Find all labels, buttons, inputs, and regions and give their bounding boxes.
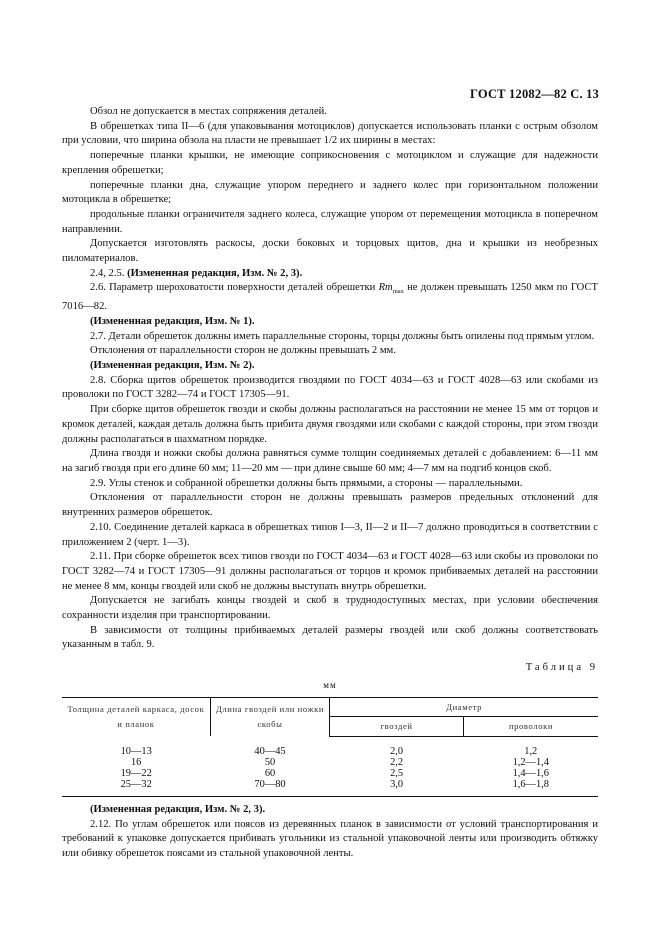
header-nails: гвоздей bbox=[330, 717, 464, 737]
paragraph-text: 2.6. Параметр шероховатости поверхности деталей обрешетки bbox=[90, 282, 379, 294]
table-row bbox=[62, 768, 598, 779]
table-cell: 1,2—1,4 bbox=[512, 756, 549, 768]
header-thickness: Толщина деталей каркаса, досок и планок bbox=[62, 697, 210, 736]
paragraph: 2.7. Детали обрешеток должны иметь параллельные стороны, торцы должны быть опилены под прямым углом. bbox=[90, 330, 595, 342]
table-cell: 2,5 bbox=[390, 767, 404, 779]
paragraph: 2.10. Соединение деталей каркаса в обрешетках типов I—3, II—2 и II—7 должно проводиться в соответствии с приложением 2 (черт. 1—3). bbox=[62, 521, 598, 548]
paragraph: поперечные планки дна, служащие упором переднего и заднего колес при горизонтальном положении мотоцикла в обрешетке; bbox=[62, 179, 598, 206]
page-header: ГОСТ 12082—82 С. 13 bbox=[470, 87, 599, 101]
table-caption: Таблица 9 bbox=[525, 662, 598, 674]
nail-size-table bbox=[62, 697, 598, 797]
header-diameter: Диаметр bbox=[330, 697, 598, 717]
table-row bbox=[62, 736, 598, 757]
table-unit: мм bbox=[323, 679, 337, 690]
table-cell: 50 bbox=[264, 756, 276, 768]
table-cell: 40—45 bbox=[254, 745, 286, 757]
paragraph: продольные планки ограничителя заднего колеса, служащие упором от перемещения мотоцикла в поперечном направлении. bbox=[62, 208, 598, 235]
paragraph: Отклонения от параллельности сторон не должны превышать 2 мм. bbox=[90, 345, 396, 357]
table-cell: 19—22 bbox=[120, 767, 152, 779]
rm-symbol: Rm bbox=[378, 282, 393, 294]
table-row bbox=[62, 779, 598, 797]
rm-subscript: max bbox=[392, 288, 404, 296]
amendment-note: (Измененная редакция, Изм. № 2, 3). bbox=[127, 267, 303, 279]
amendment-note: (Измененная редакция, Изм. № 2). bbox=[90, 360, 255, 372]
paragraph: При сборке щитов обрешеток гвозди и скобы должны располагаться на расстоянии не менее 15 мм от торцов и кромок деталей, каждая деталь должна быть прибита двумя гвоздями или скобами с каждой стороны, при этом гвозди должны располагаться в шахматном порядке. bbox=[62, 404, 598, 445]
table-cell: 25—32 bbox=[62, 779, 210, 797]
paragraph bbox=[62, 267, 598, 282]
paragraph: Обзол не допускается в местах сопряжения деталей. bbox=[90, 106, 327, 117]
table-cell: 10—13 bbox=[120, 745, 152, 757]
paragraph: 2.11. При сборке обрешеток всех типов гвозди по ГОСТ 4034—63 и ГОСТ 4028—63 или скобы из проволоки по ГОСТ 3282—74 и ГОСТ 17305—91 должны располагаться от торцов и кромок прибиваемых деталей на расстоянии не менее 8 мм, концы гвоздей или скоб не должны выступать внутрь обрешетки. bbox=[62, 551, 598, 592]
paragraph: 2.8. Сборка щитов обрешеток производится гвоздями по ГОСТ 4034—63 и ГОСТ 4028—63 или скобами из проволоки по ГОСТ 3282—74 и ГОСТ 17305—91. bbox=[62, 374, 598, 401]
paragraph: 2.12. По углам обрешеток или поясов из деревянных планок в зависимости от условий транспортирования и требований к упаковке допускается прибивать угольники из стальной упаковочной ленты или производить обтяжку или обивку обрешеток поясами из стальной упаковочной ленты. bbox=[62, 818, 598, 860]
header-wire: проволоки bbox=[464, 717, 598, 737]
table-cell: 2,0 bbox=[390, 745, 404, 757]
paragraph: Длина гвоздя и ножки скобы должна равняться сумме толщин соединяемых деталей с добавлением: 6—11 мм на загиб гвоздя при его длине 60 мм; 11—20 мм — при длине свыше 60 мм; 4—7 мм на подгиб концов скоб. bbox=[62, 448, 598, 474]
paragraph: поперечные планки крышки, не имеющие соприкосновения с мотоциклом и служащие для надежности крепления обрешетки; bbox=[62, 150, 598, 176]
header-length: Длина гвоздей или ножки скобы bbox=[210, 697, 329, 736]
paragraph-text: не должен превышать 1250 мкм по ГОСТ 7016—82. bbox=[62, 282, 599, 313]
paragraph: Допускается изготовлять раскосы, доски боковых и торцовых щитов, дна и крышки из необрезных пиломатериалов. bbox=[62, 238, 598, 265]
clause-number: 2.4, 2.5. bbox=[90, 267, 128, 279]
table-cell: 3,0 bbox=[330, 779, 464, 797]
table-cell: 1,6—1,8 bbox=[464, 779, 598, 797]
paragraph: 2.9. Углы стенок и собранной обрешетки должны быть прямыми, а стороны — параллельными. bbox=[90, 477, 523, 489]
paragraph: В зависимости от толщины прибиваемых деталей размеры гвоздей или скоб должны соответствовать указанным в табл. 9. bbox=[62, 624, 598, 651]
amendment-note: (Измененная редакция, Изм. № 1). bbox=[90, 315, 255, 327]
table-cell: 1,4—1,6 bbox=[512, 767, 549, 779]
table-cell: 60 bbox=[264, 767, 276, 779]
paragraph bbox=[62, 281, 598, 315]
table-cell: 2,2 bbox=[390, 756, 404, 768]
amendment-note: (Измененная редакция, Изм. № 2, 3). bbox=[90, 803, 266, 815]
table-cell: 70—80 bbox=[210, 779, 329, 797]
table-row bbox=[62, 757, 598, 768]
paragraph: Отклонения от параллельности сторон не должны превышать размеров предельных отклонений для внутренних размеров обрешеток. bbox=[62, 492, 598, 519]
paragraph: В обрешетках типа II—6 (для упаковывания мотоциклов) допускается использовать планки с острым обзолом при условии, что ширина обзола на пласти не превышает 1/2 их ширины в местах: bbox=[62, 120, 598, 147]
paragraph: Допускается не загибать концы гвоздей и скоб в труднодоступных местах, при условии обеспечения сохранности изделия при транспортировании. bbox=[62, 595, 598, 622]
table-cell: 16 bbox=[130, 756, 142, 768]
body-text bbox=[62, 105, 598, 862]
table-cell: 1,2 bbox=[524, 745, 538, 757]
